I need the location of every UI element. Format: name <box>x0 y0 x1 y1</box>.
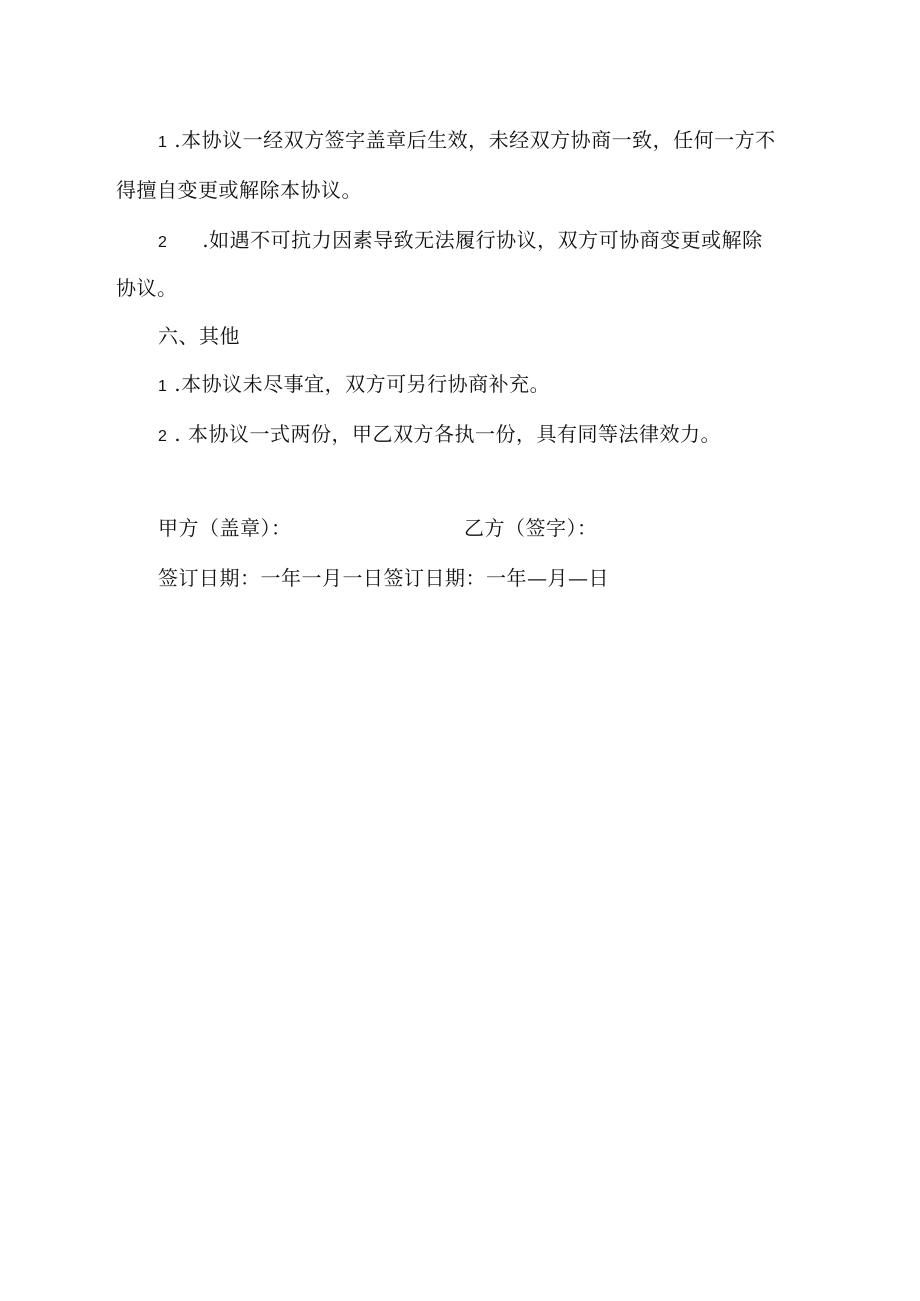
signing-dates: 签订日期：一年一月一日签订日期：一年—月—日 <box>158 566 609 590</box>
section-6-heading: 六、其他 <box>158 324 240 348</box>
clause-text: .本协议一经双方签字盖章后生效，未经双方协商一致，任何一方不 <box>174 128 776 152</box>
clause-number: 2 <box>158 234 168 251</box>
clause-6-1 <box>158 370 550 401</box>
clause-number: 1 <box>158 378 168 395</box>
clause-number: 1 <box>158 134 168 151</box>
clause-text: .如遇不可抗力因素导致无法履行协议，双方可协商变更或解除 <box>202 228 763 252</box>
clause-text: .本协议未尽事宜，双方可另行协商补充。 <box>174 372 551 396</box>
party-a-signature-label: 甲方（盖章）： <box>158 516 292 540</box>
party-b-signature-label: 乙方（签字）： <box>464 516 598 540</box>
clause-5-2-line-2: 协议。 <box>116 276 178 300</box>
clause-5-1-line-1 <box>158 126 776 157</box>
clause-5-2-line-1 <box>158 226 763 257</box>
clause-number: 2 <box>158 428 168 445</box>
clause-5-1-line-2: 得擅自变更或解除本协议。 <box>116 178 362 202</box>
clause-6-2 <box>158 420 721 451</box>
clause-text: . 本协议一式两份，甲乙双方各执一份，具有同等法律效力。 <box>174 422 721 446</box>
